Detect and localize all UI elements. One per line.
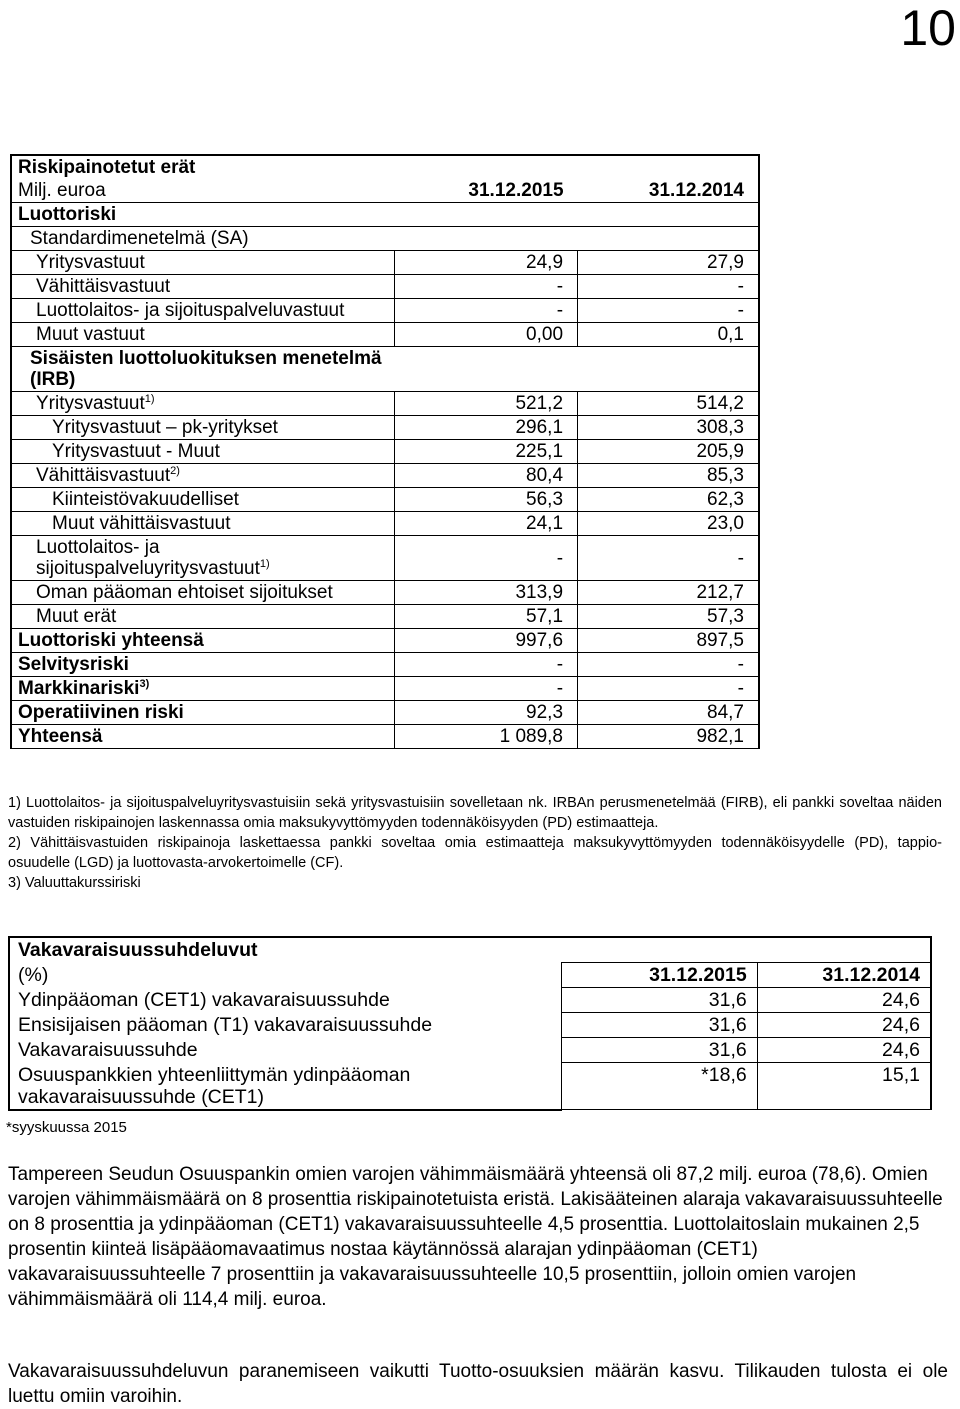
risk-table-row — [11, 653, 759, 677]
risk-row-value-2014 — [578, 203, 759, 227]
risk-row-label-text: Sisäisten luottoluokituksen menetelmä (IRB) — [30, 348, 382, 390]
risk-row-value-2015: 1 089,8 — [394, 725, 577, 749]
risk-row-label-text: Luottoriski yhteensä — [18, 630, 204, 651]
risk-table-row — [11, 581, 759, 605]
risk-row-label — [11, 440, 394, 464]
risk-row-value-2014: 23,0 — [578, 512, 759, 536]
risk-row-value-2014: 0,1 — [578, 323, 759, 347]
footnote-1: 1) Luottolaitos- ja sijoituspalveluyritysvastuisiin sekä yritysvastuisiin sovelletaan nk. IRBAn perusmenetelmää (FIRB), eli pankki soveltaa näiden vastuiden riskipainojen laskennassa omia maksukyvyttömyyden todennäköisyyden (PD) estimaatteja. — [8, 795, 942, 831]
capital-table-row — [9, 1038, 931, 1063]
risk-row-value-2014: 84,7 — [578, 701, 759, 725]
risk-row-label — [11, 605, 394, 629]
risk-row-label — [11, 203, 394, 227]
capital-row-label: Osuuspankkien yhteenliittymän ydinpääoman vakavaraisuussuhde (CET1) — [9, 1063, 562, 1110]
capital-row-label: Ensisijaisen pääoman (T1) vakavaraisuussuhde — [9, 1013, 562, 1038]
risk-row-value-2015 — [394, 347, 577, 392]
risk-table-row — [11, 275, 759, 299]
risk-row-label — [11, 677, 394, 701]
footnote-ref: 2) — [170, 465, 180, 477]
risk-table-row — [11, 392, 759, 416]
capital-table-title: Vakavaraisuussuhdeluvut — [9, 937, 931, 963]
risk-row-label — [11, 275, 394, 299]
risk-table-row — [11, 536, 759, 581]
risk-row-label — [11, 653, 394, 677]
risk-row-value-2015: - — [394, 275, 577, 299]
risk-row-value-2015: 56,3 — [394, 488, 577, 512]
risk-table-row — [11, 299, 759, 323]
risk-row-label-text: Vähittäisvastuut — [36, 276, 171, 297]
risk-row-value-2014: 308,3 — [578, 416, 759, 440]
risk-row-value-2015: 0,00 — [394, 323, 577, 347]
risk-table-row — [11, 347, 759, 392]
capital-ratios-table — [8, 936, 932, 1111]
risk-row-value-2015 — [394, 227, 577, 251]
risk-row-value-2015 — [394, 203, 577, 227]
risk-row-label — [11, 347, 394, 392]
risk-row-value-2015: 57,1 — [394, 605, 577, 629]
capital-col-2014: 31.12.2014 — [757, 963, 931, 988]
capital-table-row — [9, 1013, 931, 1038]
risk-row-label-text: Luottolaitos- ja sijoituspalveluvastuut — [36, 300, 345, 321]
capital-row-value-2014: 24,6 — [757, 988, 931, 1013]
risk-row-value-2014: 57,3 — [578, 605, 759, 629]
risk-row-label — [11, 512, 394, 536]
risk-row-value-2015: - — [394, 653, 577, 677]
risk-row-value-2015: 80,4 — [394, 464, 577, 488]
risk-table-row — [11, 677, 759, 701]
risk-table-row — [11, 488, 759, 512]
risk-row-label-text: Markkinariski — [18, 678, 140, 699]
capital-row-value-2015: 31,6 — [562, 988, 758, 1013]
risk-row-label — [11, 299, 394, 323]
risk-row-label — [11, 701, 394, 725]
risk-row-value-2015: 225,1 — [394, 440, 577, 464]
risk-row-value-2014: 85,3 — [578, 464, 759, 488]
capital-row-value-2014: 24,6 — [757, 1013, 931, 1038]
risk-row-value-2015: - — [394, 299, 577, 323]
capital-row-value-2015: *18,6 — [562, 1063, 758, 1110]
footnote-2: 2) Vähittäisvastuiden riskipainoja laskettaessa pankki soveltaa omia estimaatteja maksukyvyttömyyden todennäköisyydelle (PD), tappio-osuudelle (LGD) ja luottovasta-arvokertoimelle (CF). — [8, 835, 942, 871]
risk-row-value-2015: - — [394, 677, 577, 701]
risk-row-label — [11, 251, 394, 275]
risk-row-value-2014: - — [578, 536, 759, 581]
capital-col-2015: 31.12.2015 — [562, 963, 758, 988]
risk-table-row — [11, 701, 759, 725]
paragraph-ratio-improvement: Vakavaraisuussuhdeluvun paranemiseen vaikutti Tuotto-osuuksien määrän kasvu. Tilikauden tulosta ei ole luettu omiin varoihin. — [8, 1361, 948, 1407]
capital-table-unit: (%) — [9, 963, 562, 988]
risk-row-label-text: Standardimenetelmä (SA) — [30, 228, 249, 249]
risk-row-value-2015: 24,1 — [394, 512, 577, 536]
risk-col-2014: 31.12.2014 — [578, 179, 759, 203]
footnote-ref: 1) — [259, 558, 270, 570]
risk-row-label — [11, 629, 394, 653]
risk-row-label-text: Luottolaitos- ja sijoituspalveluyritysvastuut — [36, 537, 260, 579]
risk-table-row — [11, 605, 759, 629]
risk-row-label — [11, 392, 394, 416]
risk-row-label — [11, 227, 394, 251]
risk-row-value-2014: - — [578, 677, 759, 701]
risk-table-row — [11, 323, 759, 347]
page-number: 10 — [900, 0, 956, 56]
risk-row-label — [11, 725, 394, 749]
risk-row-value-2014: - — [578, 275, 759, 299]
capital-row-value-2015: 31,6 — [562, 1013, 758, 1038]
risk-table-unit: Milj. euroa — [11, 179, 394, 203]
risk-row-label — [11, 464, 394, 488]
capital-row-label: Vakavaraisuussuhde — [9, 1038, 562, 1063]
risk-row-value-2014: - — [578, 299, 759, 323]
risk-row-label-text: Yritysvastuut - Muut — [52, 441, 220, 462]
capital-row-value-2014: 15,1 — [757, 1063, 931, 1110]
risk-row-label-text: Oman pääoman ehtoiset sijoitukset — [36, 582, 333, 603]
footnote-3: 3) Valuuttakurssiriski — [8, 875, 141, 891]
paragraph-own-funds: Tampereen Seudun Osuuspankin omien varojen vähimmäismäärä yhteensä oli 87,2 milj. euroa (78,6). Omien varojen vähimmäismäärä on 8 prosenttia riskipainotetuista eristä. Lakisääteinen alaraja vakavaraisuussuhteelle on 8 prosenttia ja ydinpääoman (CET1) vakavaraisuussuhteelle 4,5 prosenttia. Luottolaitoslain mukainen 2,5 prosentin kiinteä lisäpääomavaatimus nostaa käytännössä alarajan ydinpääoman (CET1) vakavaraisuussuhteelle 7 prosenttiin ja vakavaraisuussuhteelle 10,5 prosenttiin, jolloin omien varojen vähimmäismäärä oli 114,4 milj. euroa. — [8, 1164, 943, 1310]
risk-row-label-text: Kiinteistövakuudelliset — [52, 489, 239, 510]
risk-table-row — [11, 416, 759, 440]
risk-row-value-2014: 897,5 — [578, 629, 759, 653]
capital-footnote: *syyskuussa 2015 — [6, 1119, 127, 1136]
risk-row-value-2014: 27,9 — [578, 251, 759, 275]
risk-row-label-text: Yritysvastuut — [36, 252, 145, 273]
risk-row-value-2014: 205,9 — [578, 440, 759, 464]
risk-row-value-2015: 24,9 — [394, 251, 577, 275]
risk-table-row — [11, 203, 759, 227]
risk-row-label — [11, 581, 394, 605]
risk-table-body — [11, 203, 759, 749]
risk-row-value-2015: 92,3 — [394, 701, 577, 725]
risk-row-value-2015: 521,2 — [394, 392, 577, 416]
risk-row-label — [11, 488, 394, 512]
risk-table-row — [11, 227, 759, 251]
risk-row-value-2014 — [578, 347, 759, 392]
risk-table-row — [11, 629, 759, 653]
capital-table-body — [9, 988, 931, 1110]
risk-row-label-text: Yhteensä — [18, 726, 103, 747]
capital-table-row — [9, 988, 931, 1013]
risk-row-label — [11, 416, 394, 440]
risk-row-label-text: Luottoriski — [18, 204, 117, 225]
risk-row-value-2015: - — [394, 536, 577, 581]
capital-row-value-2015: 31,6 — [562, 1038, 758, 1063]
risk-row-value-2014: - — [578, 653, 759, 677]
risk-row-label — [11, 323, 394, 347]
capital-row-value-2014: 24,6 — [757, 1038, 931, 1063]
risk-row-label — [11, 536, 394, 581]
risk-row-value-2015: 313,9 — [394, 581, 577, 605]
risk-row-label-text: Yritysvastuut – pk-yritykset — [52, 417, 278, 438]
risk-row-value-2014: 514,2 — [578, 392, 759, 416]
risk-table-row — [11, 440, 759, 464]
risk-row-label-text: Vähittäisvastuut — [36, 465, 171, 486]
risk-row-label-text: Muut erät — [36, 606, 117, 627]
risk-table-row — [11, 725, 759, 749]
footnote-ref: 3) — [139, 678, 150, 690]
risk-col-2015: 31.12.2015 — [394, 179, 577, 203]
risk-row-value-2014 — [578, 227, 759, 251]
risk-row-label-text: Yritysvastuut — [36, 393, 145, 414]
risk-row-label-text: Muut vähittäisvastuut — [52, 513, 231, 534]
risk-table-row — [11, 464, 759, 488]
risk-table-row — [11, 251, 759, 275]
risk-row-label-text: Operatiivinen riski — [18, 702, 184, 723]
risk-row-value-2015: 997,6 — [394, 629, 577, 653]
risk-row-label-text: Muut vastuut — [36, 324, 145, 345]
capital-row-label: Ydinpääoman (CET1) vakavaraisuussuhde — [9, 988, 562, 1013]
footnotes — [8, 793, 942, 893]
risk-row-label-text: Selvitysriski — [18, 654, 129, 675]
risk-row-value-2014: 982,1 — [578, 725, 759, 749]
risk-table-row — [11, 512, 759, 536]
risk-weighted-items-table — [10, 154, 760, 749]
footnote-ref: 1) — [144, 393, 155, 405]
risk-table-title: Riskipainotetut erät — [11, 155, 759, 179]
risk-row-value-2014: 62,3 — [578, 488, 759, 512]
risk-row-value-2015: 296,1 — [394, 416, 577, 440]
risk-row-value-2014: 212,7 — [578, 581, 759, 605]
capital-table-row — [9, 1063, 931, 1110]
